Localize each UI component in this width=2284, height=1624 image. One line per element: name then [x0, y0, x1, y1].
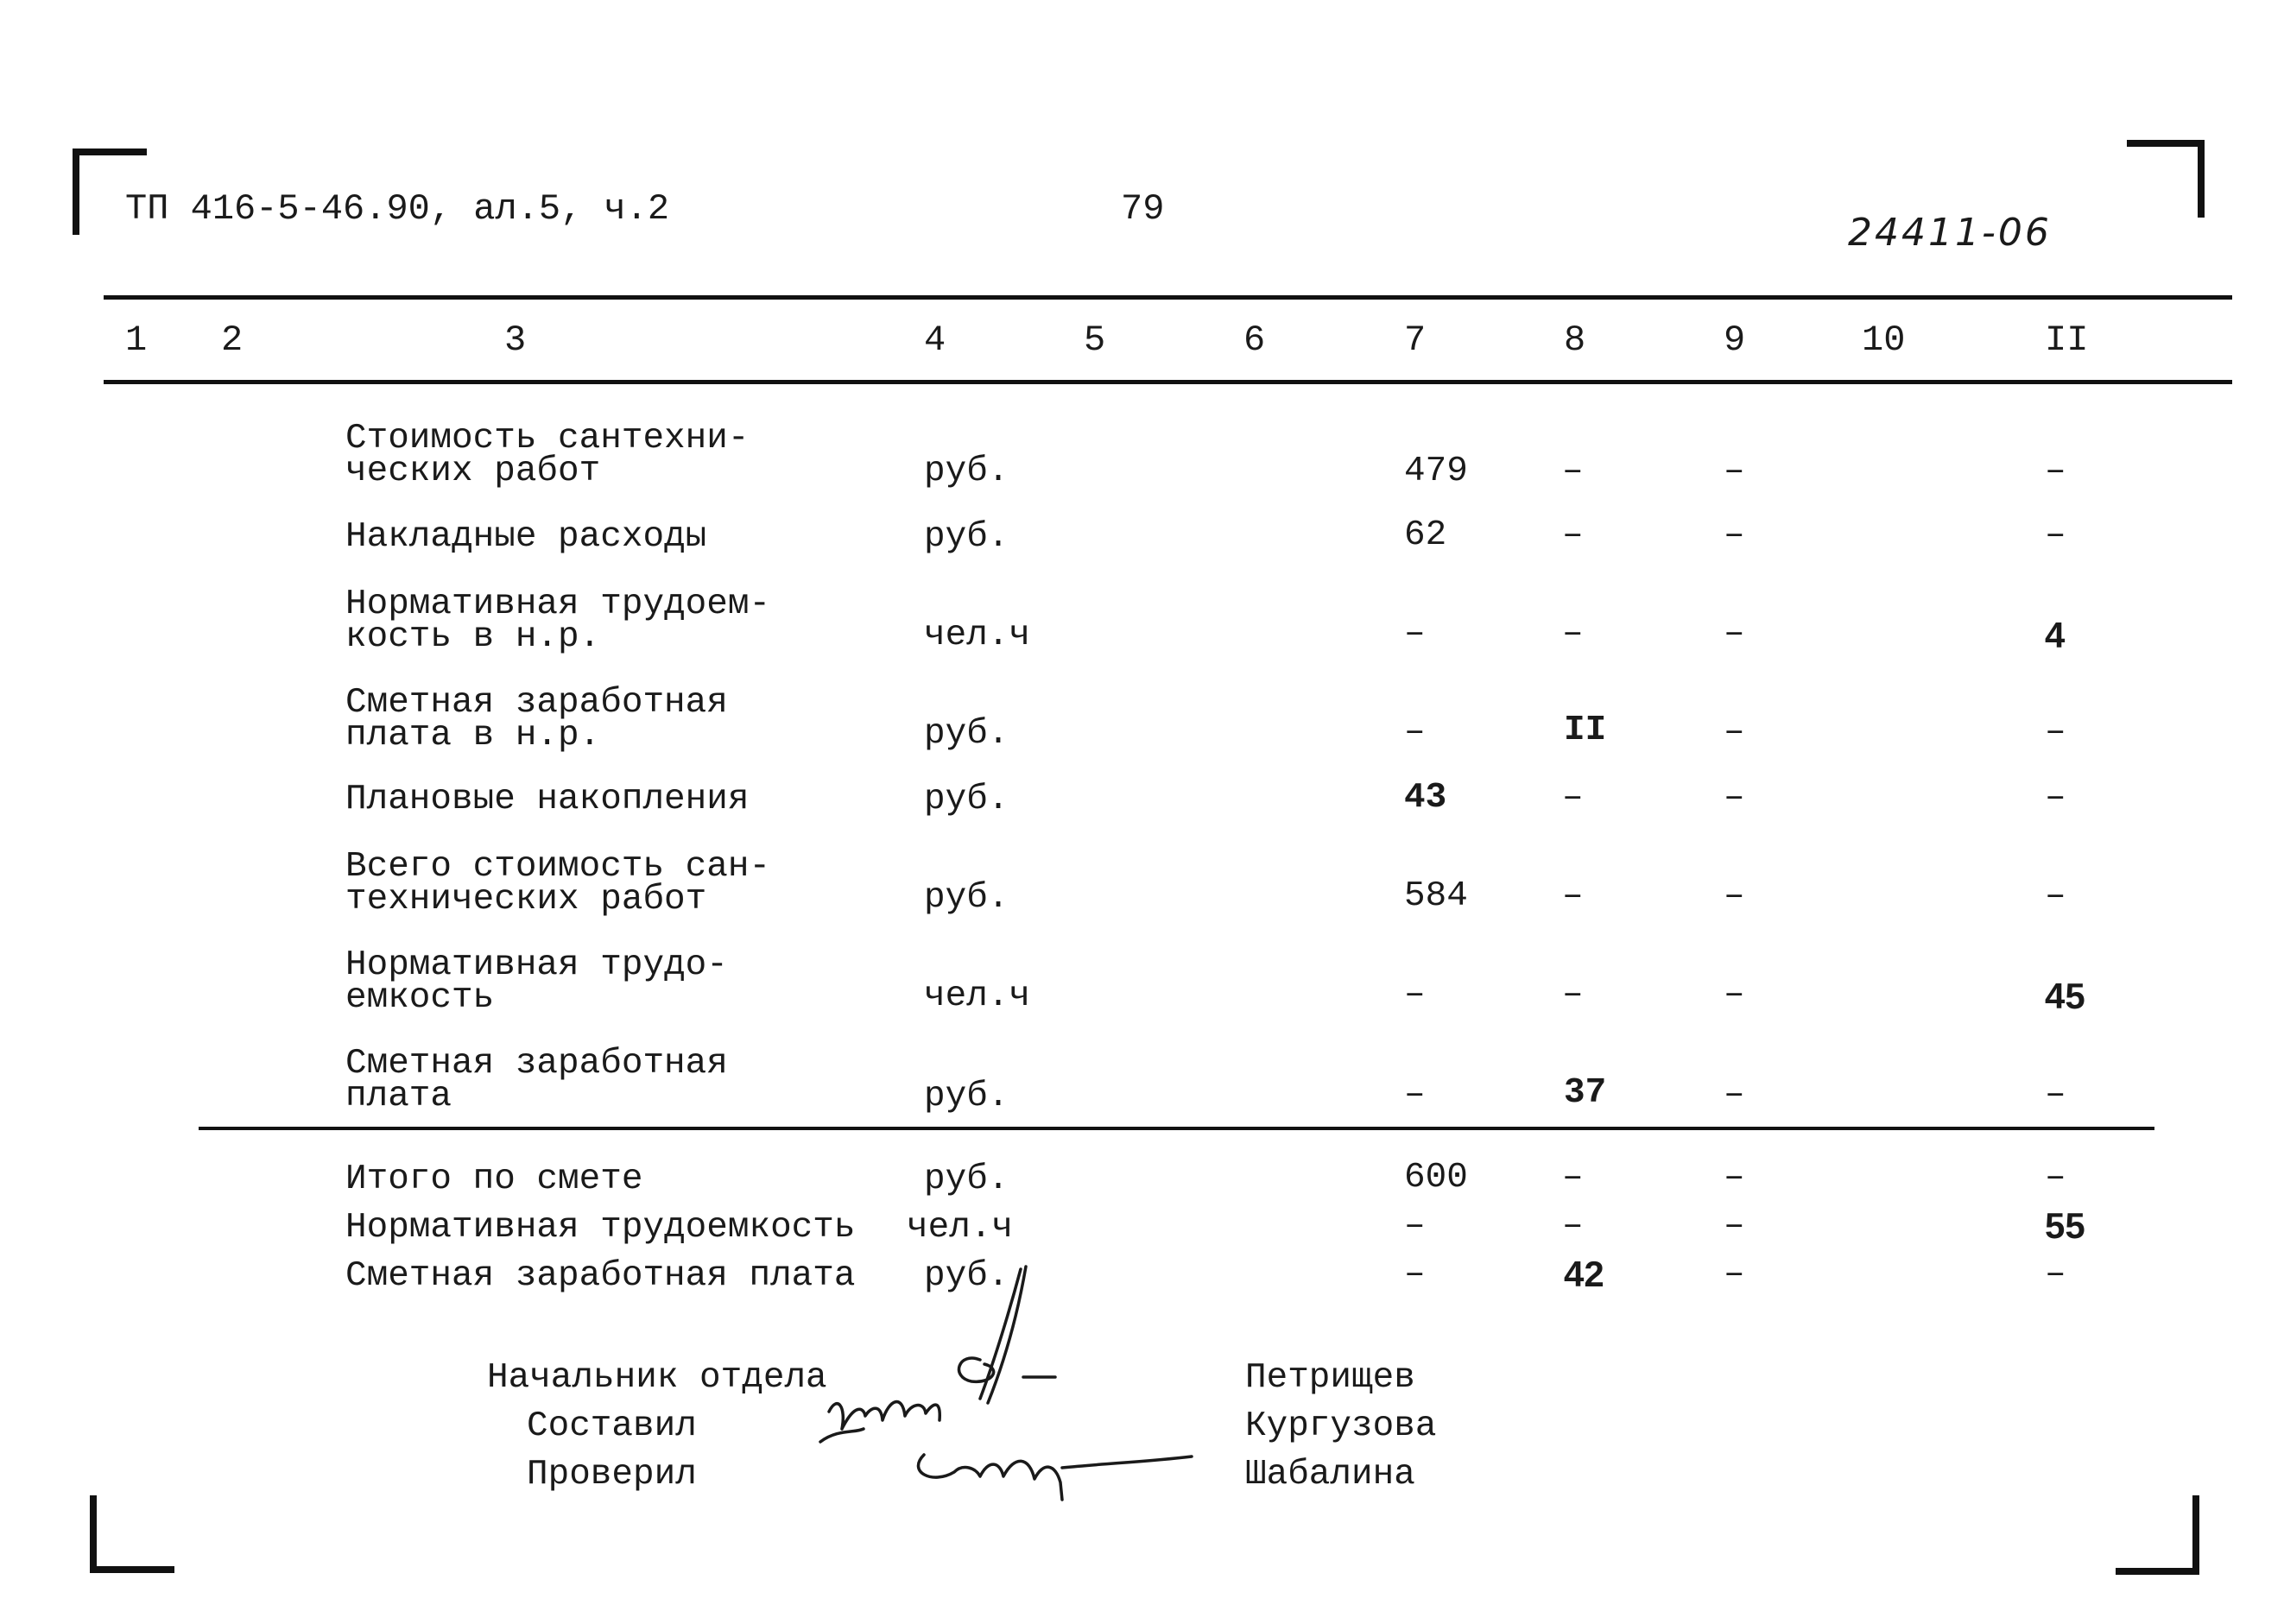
row-name-line2: плата в н.р.: [345, 716, 601, 755]
row-col11: –: [2045, 452, 2066, 491]
row-name-line2: ческих работ: [345, 452, 601, 491]
row-col7: –: [1404, 614, 1426, 654]
row-col11: –: [2045, 778, 2066, 818]
corner-mark-bottom-left: [90, 1495, 97, 1573]
row-col11: –: [2045, 515, 2066, 555]
totals-col11: –: [2045, 1158, 2066, 1197]
row-col9: –: [1724, 452, 1745, 491]
corner-mark-top-left: [73, 148, 79, 235]
totals-col7: 600: [1404, 1158, 1468, 1197]
row-unit: руб.: [924, 1077, 1009, 1116]
row-col8: –: [1562, 876, 1584, 916]
row-col8: –: [1562, 515, 1584, 555]
totals-rule: [199, 1127, 2154, 1130]
totals-name: Нормативная трудоемкость: [345, 1208, 856, 1248]
corner-mark-bottom-right: [2192, 1495, 2199, 1575]
totals-col9: –: [1724, 1158, 1745, 1197]
header-bottom-rule: [104, 380, 2232, 384]
row-unit: руб.: [924, 780, 1009, 819]
signature-stroke-compiler: [820, 1429, 864, 1442]
totals-name: Итого по смете: [345, 1160, 643, 1199]
row-col9: –: [1724, 515, 1745, 555]
row-col7: 479: [1404, 452, 1468, 491]
totals-col8: 42: [1564, 1254, 1604, 1294]
totals-col9: –: [1724, 1254, 1745, 1294]
row-col7: 62: [1404, 515, 1447, 555]
corner-mark-bottom-right: [2116, 1568, 2199, 1575]
column-number: 5: [1084, 319, 1106, 361]
signature-person: Петрищев: [1245, 1358, 1415, 1398]
column-number: 1: [125, 319, 148, 361]
handwritten-code: 24411-06: [1848, 211, 2052, 255]
row-col8: –: [1562, 778, 1584, 818]
signature-role: Проверил: [527, 1455, 697, 1494]
row-unit: руб.: [924, 878, 1009, 918]
column-number: II: [2045, 319, 2089, 361]
row-name-line2: кость в н.р.: [345, 617, 601, 657]
totals-col11: –: [2045, 1254, 2066, 1294]
row-unit: руб.: [924, 517, 1009, 557]
corner-mark-top-left: [73, 148, 147, 155]
totals-unit: руб.: [924, 1256, 1009, 1296]
row-name-line1: Сметная заработная: [345, 1044, 728, 1084]
row-col8: II: [1564, 711, 1607, 750]
row-name-line2: технических работ: [345, 880, 707, 919]
column-number: 4: [924, 319, 946, 361]
totals-col7: –: [1404, 1254, 1426, 1294]
row-name-line2: емкость: [345, 978, 495, 1018]
row-col9: –: [1724, 778, 1745, 818]
column-number: 2: [221, 319, 244, 361]
row-col7: –: [1404, 1075, 1426, 1115]
signature-role: Начальник отдела: [487, 1358, 827, 1398]
totals-col7: –: [1404, 1206, 1426, 1246]
column-number: 3: [504, 319, 527, 361]
totals-col9: –: [1724, 1206, 1745, 1246]
signature-person: Шабалина: [1245, 1455, 1415, 1494]
row-col9: –: [1724, 712, 1745, 752]
row-col8: –: [1562, 452, 1584, 491]
row-name-line1: Плановые накопления: [345, 780, 750, 819]
handwritten-signatures: [803, 1256, 1218, 1515]
row-col11: –: [2045, 1075, 2066, 1115]
signature-stroke-head: [988, 1267, 1026, 1403]
row-col8: –: [1562, 975, 1584, 1014]
row-col9: –: [1724, 975, 1745, 1014]
totals-col8: –: [1562, 1158, 1584, 1197]
signature-stroke-checker: [918, 1455, 1062, 1500]
signature-stroke-checker: [1062, 1457, 1192, 1468]
row-unit: чел.ч: [924, 616, 1031, 655]
corner-mark-top-right: [2198, 140, 2205, 218]
corner-mark-top-right: [2127, 140, 2205, 147]
row-name-line1: Всего стоимость сан-: [345, 847, 771, 887]
totals-col8: –: [1562, 1206, 1584, 1246]
row-name-line1: Нормативная трудо-: [345, 945, 728, 985]
signature-stroke-head: [959, 1358, 994, 1381]
row-col11: 45: [2045, 976, 2085, 1016]
row-name-line1: Сметная заработная: [345, 683, 728, 723]
signature-stroke-compiler: [829, 1402, 940, 1429]
row-col7: 43: [1404, 778, 1447, 818]
column-number: 9: [1724, 319, 1746, 361]
row-col8: –: [1562, 614, 1584, 654]
column-number: 6: [1243, 319, 1266, 361]
row-col9: –: [1724, 614, 1745, 654]
column-number: 8: [1564, 319, 1586, 361]
corner-mark-bottom-left: [90, 1566, 174, 1573]
row-col7: 584: [1404, 876, 1468, 916]
row-unit: руб.: [924, 452, 1009, 491]
column-number: 10: [1862, 319, 1906, 361]
document-reference: ТП 416-5-46.90, ал.5, ч.2: [125, 188, 670, 230]
row-name-line1: Накладные расходы: [345, 517, 707, 557]
signature-role: Составил: [527, 1406, 697, 1446]
row-col7: –: [1404, 975, 1426, 1014]
row-col9: –: [1724, 876, 1745, 916]
row-name-line1: Нормативная трудоем-: [345, 585, 771, 624]
totals-name: Сметная заработная плата: [345, 1256, 856, 1296]
row-col11: –: [2045, 712, 2066, 752]
row-unit: чел.ч: [924, 976, 1031, 1016]
row-col11: 4: [2045, 615, 2066, 655]
totals-col11: 55: [2045, 1205, 2085, 1246]
row-name-line1: Стоимость сантехни-: [345, 419, 750, 458]
row-col9: –: [1724, 1075, 1745, 1115]
totals-unit: чел.ч: [907, 1208, 1014, 1248]
row-name-line2: плата: [345, 1077, 452, 1116]
column-number: 7: [1404, 319, 1427, 361]
totals-unit: руб.: [924, 1160, 1009, 1199]
row-col8: 37: [1564, 1073, 1607, 1113]
page-number: 79: [1121, 188, 1165, 230]
row-col7: –: [1404, 712, 1426, 752]
signature-person: Кургузова: [1245, 1406, 1437, 1446]
row-col11: –: [2045, 876, 2066, 916]
row-unit: руб.: [924, 714, 1009, 754]
table-top-rule: [104, 295, 2232, 300]
